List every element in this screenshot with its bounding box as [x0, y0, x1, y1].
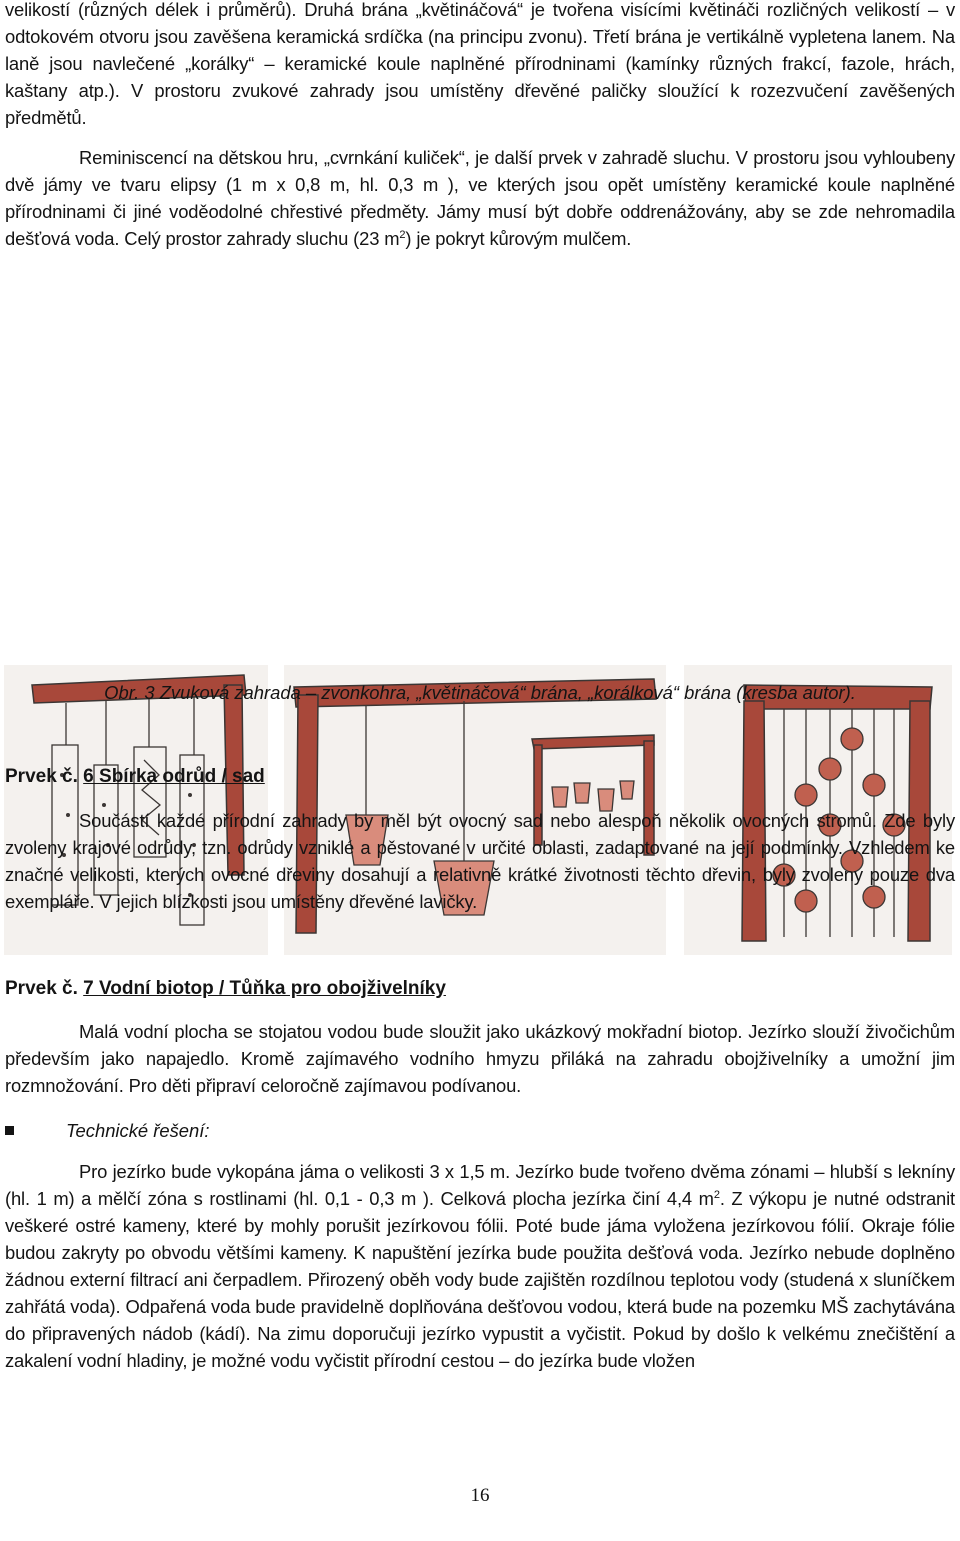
figure-caption: Obr. 3 Zvuková zahrada – zvonkohra, „květináčová“ brána, „korálková“ brána (kresba autor).: [104, 682, 856, 703]
orchard-paragraph: Součástí každé přírodní zahrady by měl být ovocný sad nebo alespoň několik ovocných stromů. Zde byly zvoleny krajové odrůdy, tzn. odrůdy vzniklé a pěstované v určité oblasti, zadaptované na její podmínky. Vzhledem ke značné velikosti, kterých ovocné dřeviny dosahují a relativně krátké životnosti těchto dřevin, byly zvoleny pouze dva exempláře. V jejich blízkosti jsou umístěny dřevěné lavičky.: [5, 810, 955, 912]
sound-pits-paragraph: [5, 144, 955, 252]
pond-paragraph: Malá vodní plocha se stojatou vodou bude sloužit jako ukázkový mokřadní biotop. Jezírko slouží živočichům především jako napajedlo. Kromě zajímavého vodního hmyzu přiláká na zahradu obojživelníky a umožní jim rozmnožování. Pro děti připraví celoročně zajímavou podívanou.: [5, 1021, 955, 1096]
bullet-square-icon: [5, 1126, 14, 1135]
section-heading-7: [5, 978, 446, 1000]
bullet-label: Technické řešení:: [66, 1120, 210, 1141]
superscript: 2: [713, 1188, 720, 1201]
bullet-item: [5, 1120, 209, 1142]
sound-pits-text: Reminiscencí na dětskou hru, „cvrnkání kuliček“, je další prvek v zahradě sluchu. V prostoru jsou vyhloubeny dvě jámy ve tvaru elipsy (1 m x 0,8 m, hl. 0,3 m ), ve kterých jsou opět umístěny keramické koule naplněné přírodninami či jiné voděodolné chřestivé předměty. Jámy musí být dobře oddrenážovány, aby se zde nehromadila dešťová voda. Celý prostor zahrady sluchu (23 m: [5, 147, 955, 249]
sound-pits-text-end: ) je pokryt kůrovým mulčem.: [405, 228, 632, 249]
intro-paragraph: [5, 0, 955, 131]
heading-title: 7 Vodní biotop / Tůňka pro obojživelníky: [83, 978, 446, 999]
heading-label: Prvek č.: [5, 978, 84, 999]
heading-title: 6 Sbírka odrůd / sad: [83, 766, 265, 787]
section-heading-6: [5, 766, 265, 788]
technical-text: Pro jezírko bude vykopána jáma o velikosti 3 x 1,5 m. Jezírko bude tvořeno dvěma zónami – hlubší s lekníny (hl. 1 m) a mělčí zóna s rostlinami (hl. 0,1 - 0,3 m ). Celková plocha jezírka činí 4,4 m: [5, 1161, 955, 1209]
heading-label: Prvek č.: [5, 766, 84, 787]
technical-paragraph: [5, 1158, 955, 1374]
intro-text: velikostí (různých délek i průměrů). Druhá brána „květináčová“ je tvořena visícími květináči rozličných velikostí – v odtokovém otvoru jsou zavěšena keramická srdíčka (na principu zvonu). Třetí brána je vertikálně vypletena lanem. Na laně jsou navlečené „korálky“ – keramické koule naplněné přírodninami (kamínky různých frakcí, fazole, hrách, kaštany atp.). V prostoru zvukové zahrady jsou umístěny dřevěné paličky sloužící k rozezvučení zavěšených předmětů.: [5, 0, 955, 128]
page-number: 16: [470, 1485, 490, 1506]
technical-text-end: . Z výkopu je nutné odstranit veškeré ostré kameny, které by mohly porušit jezírkovou fólii. Poté bude jáma vyložena jezírkovou fólií. Okraje fólie budou zakryty po obvodu většími kameny. K napuštění jezírka bude použita dešťová voda. Jezírko nebude doplněno žádnou externí filtrací ani čerpadlem. Přirozený oběh vody bude zajištěn rozdílnou teplotou vody (studená x sluníčkem zahřátá voda). Odpařená voda bude pravidelně doplňována dešťovou vodou, která bude na pozemku MŠ zachytávána do připravených nádob (kádí). Na zimu doporučuji jezírko vypustit a vyčistit. Pokud by došlo k velkému znečištění a zakalení vodní hladiny, je možné vodu vyčistit přírodní cestou – do jezírka bude vložen: [5, 1188, 955, 1371]
superscript: 2: [399, 228, 406, 241]
